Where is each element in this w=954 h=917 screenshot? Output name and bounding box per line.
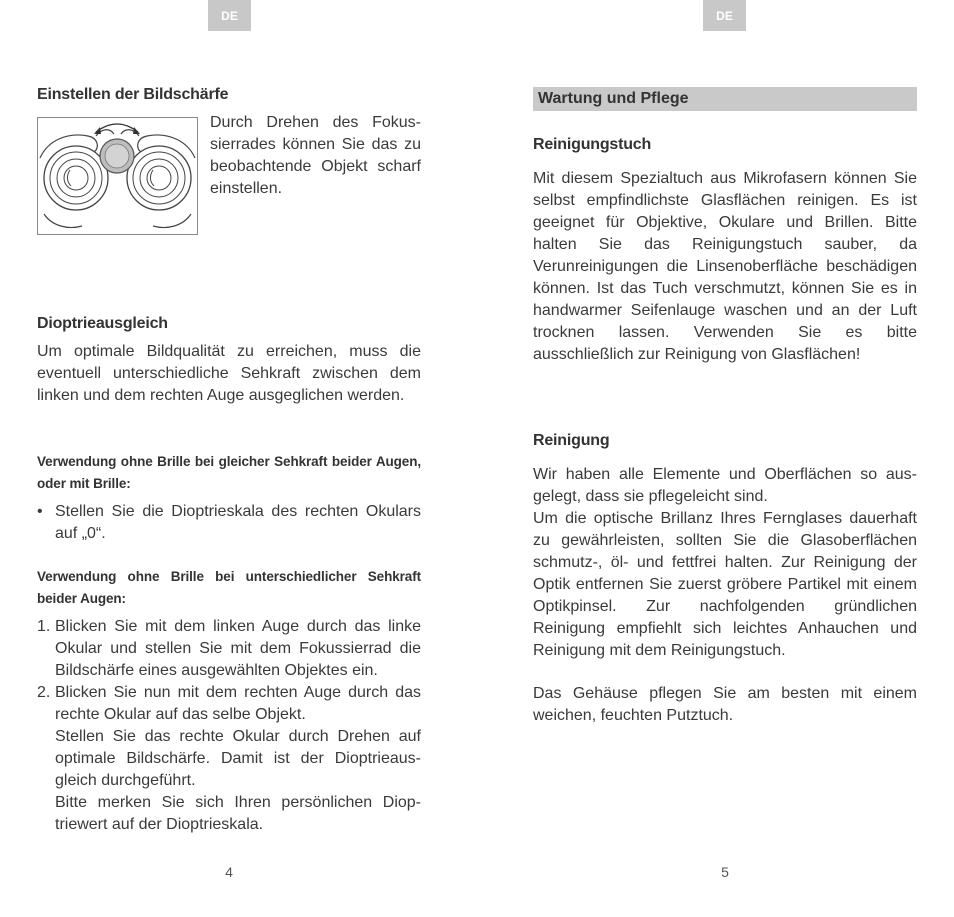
step-number: 2. [37,684,51,701]
language-tab: DE [208,0,251,31]
cleaning-heading: Reinigung [533,432,610,449]
list-item [37,501,421,545]
right-page [477,0,954,917]
cleaning-para-2: Um die optische Brillanz Ihres Fernglases dauerhaft zu gewährleisten, sollten Sie die Glasoberflächen schmutz-, öl- und fettfrei halten. Zur Reinigung der Optik entfernen Sie zuerst gröbere Partikel mit einem Optikpinsel. Zur nachfolgenden gründlichen Reinigung empfiehlt sich leichtes Anhauchen und Reinigung mit dem Reinigungstuch. [533,510,917,659]
bullet-text: Stellen Sie die Dioptrieskala des rechten Okulars auf „0“. [55,503,421,542]
page-number: 5 [721,864,729,880]
cleaning-para-1: Wir haben alle Elemente und Oberflächen so ausgelegt, dass sie pflegeleicht sind. [533,466,917,505]
cloth-heading: Reinigungstuch [533,136,652,153]
list-item [37,682,421,836]
page-number: 4 [225,864,233,880]
step-text: Blicken Sie mit dem linken Auge durch das linke Okular und stellen Sie mit dem Fokussierrad die Bildschärfe eines ausgewählten Objektes ein. [55,618,421,679]
list-item [37,616,421,682]
cleaning-para-3: Das Gehäuse pflegen Sie am besten mit einem weichen, feuchten Putztuch. [533,685,917,724]
section-band-title: Wartung und Pflege [538,90,689,107]
binoculars-focus-wheel-illustration [37,117,198,235]
bullet-list [37,501,421,545]
language-tab: DE [703,0,746,31]
diopter-heading: Dioptrieausgleich [37,315,168,332]
section-band [533,87,917,111]
binoculars-icon [38,118,197,234]
numbered-steps [37,616,421,836]
step-text-continued: Stellen Sie das rechte Okular durch Drehen auf optimale Bildschärfe. Damit ist der Dioptrieausgleich durchgeführt. [55,728,421,789]
step-text: Blicken Sie nun mit dem rechten Auge durch das rechte Okular auf das selbe Objekt. [55,684,421,723]
bullet-marker: • [37,503,43,520]
focus-text: Durch Drehen des Fokussierrades können Sie das zu beobachtende Objekt scharf einstellen. [210,114,421,197]
subheading-different-eyesight: Verwendung ohne Brille bei unterschiedlicher Sehkraft beider Augen: [37,569,421,606]
focus-heading: Einstellen der Bildschärfe [37,86,229,103]
subheading-same-eyesight: Verwendung ohne Brille bei gleicher Sehkraft beider Augen, oder mit Brille: [37,454,421,491]
step-number: 1. [37,618,51,635]
cloth-text: Mit diesem Spezialtuch aus Mikrofasern können Sie selbst empfindlichste Glasflächen reinigen. Es ist geeignet für Objektive, Okulare und Brillen. Bitte halten Sie das Reinigungstuch sauber, da Verunreinigungen die Linsenoberfläche beschädigen können. Ist das Tuch verschmutzt, können Sie es in handwarmer Seifenlauge waschen und an der Luft trocknen lassen. Verwenden Sie es bitte ausschließlich zur Reinigung von Glasflächen! [533,170,917,363]
diopter-text: Um optimale Bildqualität zu erreichen, muss die eventuell unterschiedliche Sehkraft zwischen dem linken und dem rechten Auge ausgeglichen werden. [37,343,421,404]
step-text-note: Bitte merken Sie sich Ihren persönlichen Dioptriewert auf der Dioptrieskala. [55,794,421,833]
